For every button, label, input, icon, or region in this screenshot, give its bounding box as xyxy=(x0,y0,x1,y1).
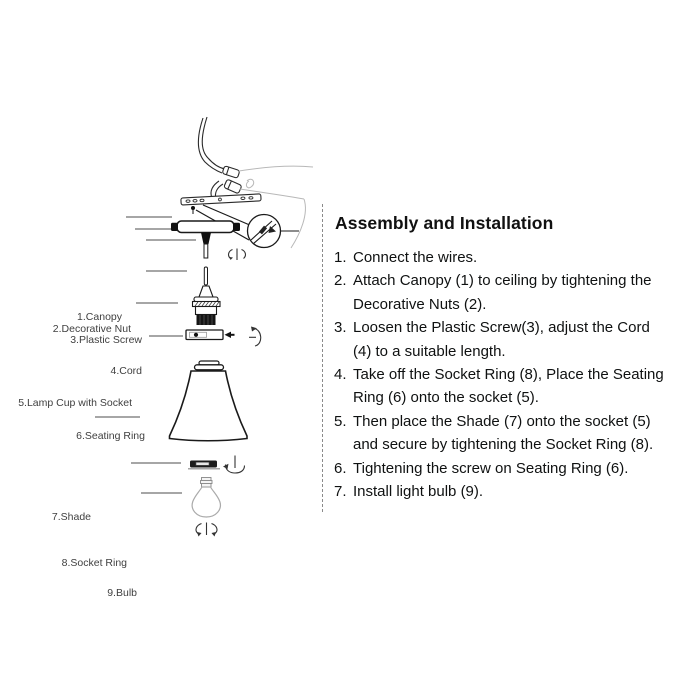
socket-ring-part xyxy=(188,461,220,469)
part-label-seating-ring: 6.Seating Ring xyxy=(76,430,145,442)
rotate-icon xyxy=(249,327,261,347)
instruction-step xyxy=(334,363,674,410)
step-line: Connect the wires. xyxy=(353,249,478,266)
shade-part xyxy=(170,361,248,441)
bulb-part xyxy=(192,478,220,518)
part-label-decorative-nut: 2.Decorative Nut xyxy=(52,323,131,335)
step-number: 2. xyxy=(334,272,347,290)
step-line: Loosen the Plastic Screw(3), adjust the Cord xyxy=(353,319,650,337)
part-label-cord: 4.Cord xyxy=(110,365,142,377)
step-line: and secure by tightening the Socket Ring (8). xyxy=(353,436,654,454)
instruction-step xyxy=(334,457,674,480)
step-line: Install light bulb (9). xyxy=(353,483,484,501)
lamp-cup-part xyxy=(193,286,221,325)
rotate-icon xyxy=(223,456,245,474)
step-number: 7. xyxy=(334,483,347,501)
instruction-step xyxy=(334,269,674,316)
step-line: Decorative Nuts (2). xyxy=(353,295,487,313)
plastic-screw-part xyxy=(201,233,211,259)
step-number: 4. xyxy=(334,366,347,384)
canopy-part xyxy=(171,221,240,233)
mounting-bracket xyxy=(181,194,261,205)
step-line: Attach Canopy (1) to ceiling by tightening the xyxy=(353,272,652,290)
bracket-screw xyxy=(191,206,195,214)
dashed-divider xyxy=(322,204,323,512)
step-line: Tightening the screw on Seating Ring (6). xyxy=(353,459,629,477)
seating-ring-part xyxy=(186,330,235,340)
screw-detail-magnifier xyxy=(248,215,300,248)
step-number: 6. xyxy=(334,459,347,477)
part-label-canopy: 1.Canopy xyxy=(77,311,122,323)
part-label-shade: 7.Shade xyxy=(51,511,91,523)
instruction-steps xyxy=(334,246,674,503)
rotate-icon xyxy=(196,523,217,537)
wire-connector-icon xyxy=(222,166,242,194)
instruction-step xyxy=(334,246,674,269)
instruction-step xyxy=(334,316,674,363)
step-number: 1. xyxy=(334,249,347,266)
rotate-icon xyxy=(229,249,246,261)
step-line: Then place the Shade (7) onto the socket (5) xyxy=(353,412,651,430)
part-label-bulb: 9.Bulb xyxy=(107,587,137,599)
page-title: Assembly and Installation xyxy=(335,212,554,233)
step-line: Ring (6) onto the socket (5). xyxy=(353,389,539,407)
ceiling-wires xyxy=(198,117,225,199)
part-label-socket-ring: 8.Socket Ring xyxy=(61,557,127,569)
part-label-plastic-screw: 3.Plastic Screw xyxy=(70,334,142,346)
instruction-step xyxy=(334,410,674,457)
step-number: 5. xyxy=(334,412,347,430)
label-leader-lines xyxy=(95,217,196,493)
instruction-step xyxy=(334,480,674,503)
part-label-lamp-cup: 5.Lamp Cup with Socket xyxy=(18,397,132,409)
cord-part xyxy=(204,267,207,285)
step-line: (4) to a suitable length. xyxy=(353,342,506,360)
step-line: Take off the Socket Ring (8), Place the Seating xyxy=(353,366,664,384)
step-number: 3. xyxy=(334,319,347,337)
